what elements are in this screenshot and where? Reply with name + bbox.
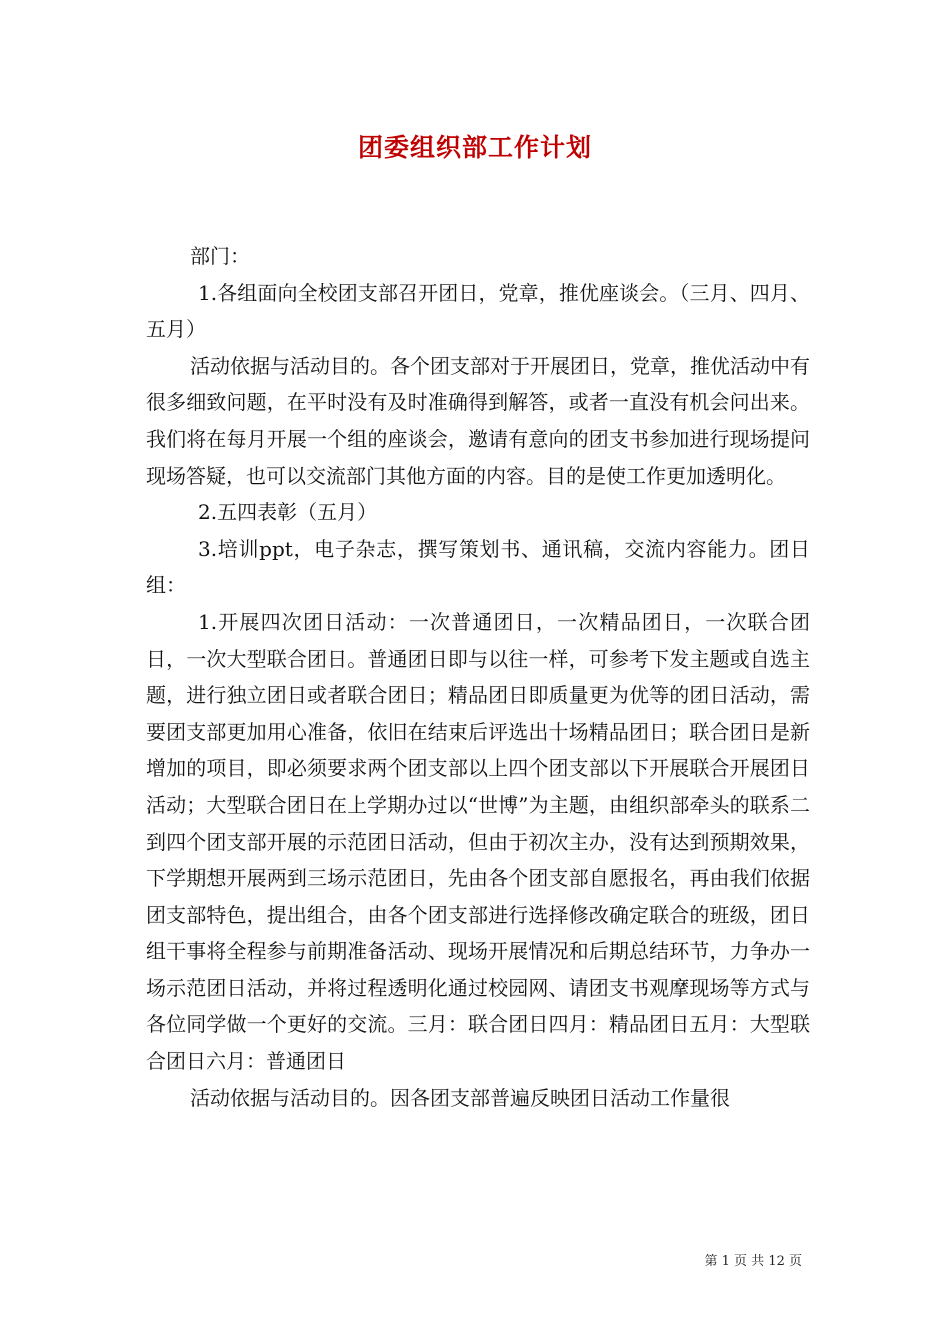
- body-paragraph: 活动依据与活动目的。因各团支部普遍反映团日活动工作量很: [190, 1085, 730, 1110]
- body-paragraph: 1.各组面向全校团支部召开团日，党章，推优座谈会。（三月、四月、五月）: [146, 280, 810, 342]
- page-number: 第 1 页 共 12 页: [704, 1254, 802, 1269]
- body-paragraph: 3.培训ppt，电子杂志，撰写策划书、通讯稿，交流内容能力。团日组：: [146, 536, 810, 598]
- body-paragraph: 部门：: [190, 244, 250, 268]
- body-paragraph: 活动依据与活动目的。各个团支部对于开展团日，党章，推优活动中有很多细致问题，在平时没有及时准确得到解答，或者一直没有机会问出来。我们将在每月开展一个组的座谈会，邀请有意向的团支书参加进行现场提问现场答疑，也可以交流部门其他方面的内容。目的是使工作更加透明化。: [146, 353, 810, 488]
- page-title: 团委组织部工作计划: [357, 133, 592, 162]
- body-paragraph: 2.五四表彰（五月）: [198, 500, 378, 525]
- body-paragraph: 1.开展四次团日活动：一次普通团日，一次精品团日，一次联合团日，一次大型联合团日。普通团日即与以往一样，可参考下发主题或自选主题，进行独立团日或者联合团日；精品团日即质量更为优等的团日活动，需要团支部更加用心准备，依旧在结束后评选出十场精品团日；联合团日是新增加的项目，即必须要求两个团支部以上四个团支部以下开展联合开展团日活动；大型联合团日在上学期办过以“世博”为主题，由组织部牵头的联系二到四个团支部开展的示范团日活动，但由于初次主办，没有达到预期效果，下学期想开展两到三场示范团日，先由各个团支部自愿报名，再由我们依据团支部特色，提出组合，由各个团支部进行选择修改确定联合的班级，团日组干事将全程参与前期准备活动、现场开展情况和后期总结环节，力争办一场示范团日活动，并将过程透明化通过校园网、请团支书观摩现场等方式与各位同学做一个更好的交流。三月：联合团日四月：精品团日五月：大型联合团日六月：普通团日: [146, 609, 810, 1074]
- document-body: [146, 238, 810, 1116]
